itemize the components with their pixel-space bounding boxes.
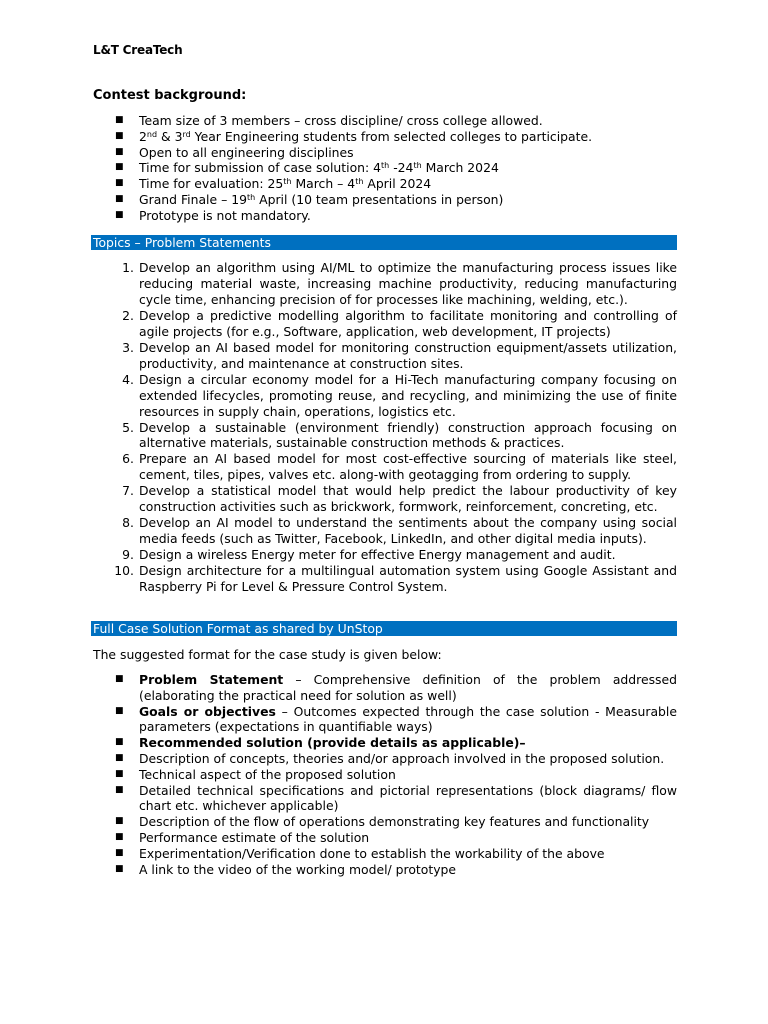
bullet-icon: ■ xyxy=(115,146,124,157)
contest-background-heading: Contest background: xyxy=(93,88,247,103)
list-item: ■ Description of the flow of operations demonstrating key features and functionality xyxy=(115,814,650,830)
list-item: ■ Grand Finale – 19th April (10 team presentations in person) xyxy=(115,191,504,207)
list-item: ■ Goals or objectives – Outcomes expected through the case solution - Measurable parameters (expectations in quantifiable ways) xyxy=(115,703,677,735)
bullet-icon: ■ xyxy=(115,737,124,748)
bullet-icon: ■ xyxy=(115,162,124,173)
list-item: ■ 2nd & 3rd Year Engineering students from selected colleges to participate. xyxy=(115,128,593,144)
list-item: 9. Design a wireless Energy meter for effective Energy management and audit. xyxy=(122,547,616,563)
bullet-icon: ■ xyxy=(115,193,124,204)
bullet-icon: ■ xyxy=(115,768,124,779)
list-item: ■ Open to all engineering disciplines xyxy=(115,144,354,160)
bullet-icon: ■ xyxy=(115,209,124,220)
document-header: L&T CreaTech xyxy=(93,43,183,57)
list-item: ■ Performance estimate of the solution xyxy=(115,829,370,845)
list-item: 3. Develop an AI based model for monitoring construction equipment/assets utilization, productivity, and maintenance at construction sites. xyxy=(122,339,677,371)
list-item: ■ Experimentation/Verification done to establish the workability of the above xyxy=(115,845,605,861)
format-list xyxy=(93,672,677,877)
list-item: 7. Develop a statistical model that would help predict the labour productivity of key construction activities such as brickwork, formwork, reinforcement, concreting, etc. xyxy=(122,483,677,515)
list-item: ■ Time for submission of case solution: 4th -24th March 2024 xyxy=(115,160,499,176)
bullet-icon: ■ xyxy=(115,816,124,827)
bullet-icon: ■ xyxy=(115,784,124,795)
bullet-icon: ■ xyxy=(115,115,124,125)
contest-background-list xyxy=(93,113,677,224)
list-item: 10. Design architecture for a multilingual automation system using Google Assistant and Raspberry Pi for Level & Pressure Control System. xyxy=(114,563,677,595)
list-item: ■ Problem Statement – Comprehensive definition of the problem addressed (elaborating the practical need for solution as well) xyxy=(115,672,677,703)
list-item: 8. Develop an AI model to understand the sentiments about the company using social media feeds (such as Twitter, Facebook, LinkedIn, and other digital media inputs). xyxy=(122,515,677,547)
list-item: ■ Detailed technical specifications and pictorial representations (block diagrams/ flow chart etc. whichever applicable) xyxy=(115,782,677,814)
list-item: 5. Develop a sustainable (environment friendly) construction approach focusing on alternative materials, sustainable construction methods & practices. xyxy=(122,419,677,451)
bullet-icon: ■ xyxy=(115,130,124,141)
bullet-icon: ■ xyxy=(115,847,124,858)
list-item: ■ A link to the video of the working model/ prototype xyxy=(115,861,457,877)
list-item: ■ Recommended solution (provide details as applicable)– xyxy=(115,735,526,751)
bullet-icon: ■ xyxy=(115,674,124,684)
problem-statements-list xyxy=(93,260,677,595)
list-item: 6. Prepare an AI based model for most cost-effective sourcing of materials like steel, cement, tiles, pipes, valves etc. along-with geotagging from ordering to supply. xyxy=(122,451,677,483)
list-item: ■ Prototype is not mandatory. xyxy=(115,207,311,223)
list-item: ■ Technical aspect of the proposed solution xyxy=(115,766,396,782)
list-item: 4. Design a circular economy model for a Hi-Tech manufacturing company focusing on extended lifecycles, promoting reuse, and recycling, and minimizing the use of finite resources in supply chain, operations, logistics etc. xyxy=(122,371,677,419)
bullet-icon: ■ xyxy=(115,178,124,189)
format-section-bar: Full Case Solution Format as shared by UnStop xyxy=(91,621,677,636)
bullet-icon: ■ xyxy=(115,863,124,874)
bullet-icon: ■ xyxy=(115,705,124,716)
bullet-icon: ■ xyxy=(115,752,124,763)
list-item: ■ Time for evaluation: 25th March – 4th April 2024 xyxy=(115,176,432,192)
topics-section-bar: Topics – Problem Statements xyxy=(91,235,677,250)
list-item: 2. Develop a predictive modelling algorithm to facilitate monitoring and controlling of agile projects (for e.g., Software, application, web development, IT projects) xyxy=(122,307,677,339)
list-item: ■ Description of concepts, theories and/or approach involved in the proposed solution. xyxy=(115,750,665,766)
bullet-icon: ■ xyxy=(115,831,124,842)
list-item: 1. Develop an algorithm using AI/ML to optimize the manufacturing process issues like reducing material waste, increasing machine productivity, reducing manufacturing cycle time, enhancing precision of for processes like machining, welding, etc.). xyxy=(122,260,677,307)
format-intro-text: The suggested format for the case study is given below: xyxy=(93,647,442,662)
list-item: ■ Team size of 3 members – cross discipline/ cross college allowed. xyxy=(115,113,543,128)
